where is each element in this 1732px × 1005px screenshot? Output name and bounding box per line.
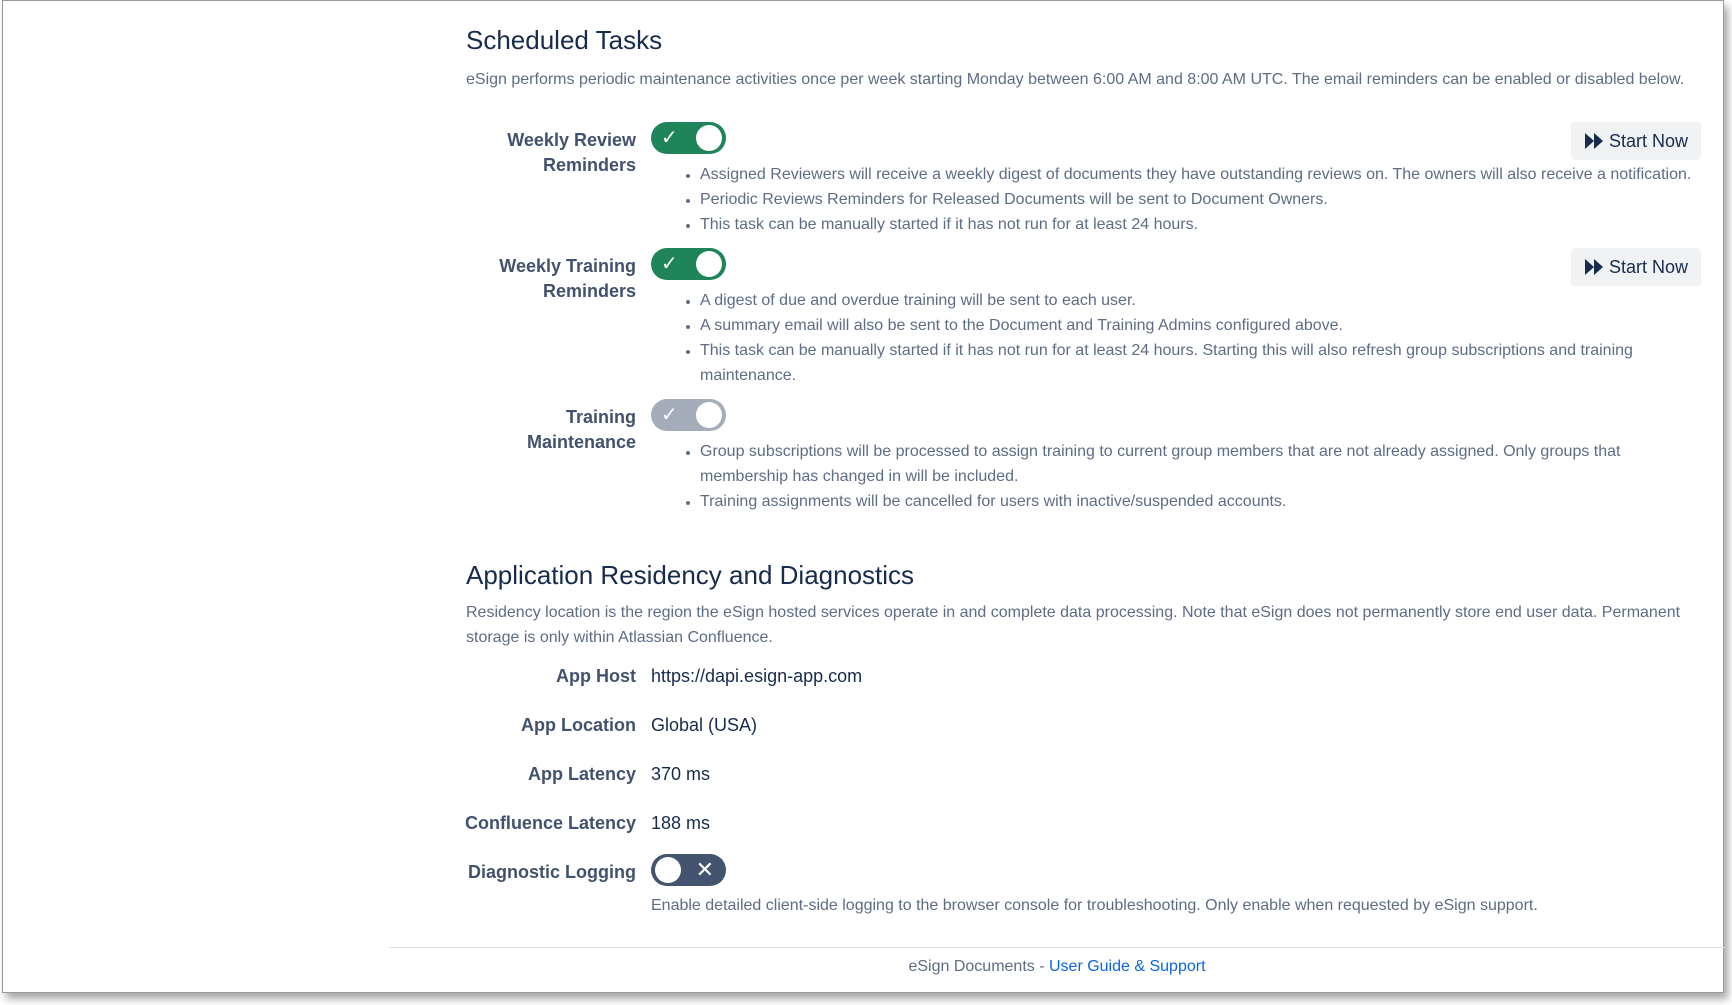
toggle-knob (696, 402, 722, 428)
list-item: • A summary email will also be sent to the Document and Training Admins configured above. (700, 313, 1700, 338)
app-window (2, 0, 1724, 993)
start-now-label: Start Now (1608, 257, 1688, 277)
close-icon: ✕ (695, 857, 714, 882)
list-item: • This task can be manually started if it has not run for at least 24 hours. (700, 212, 1700, 237)
start-now-label: Start Now (1608, 131, 1688, 151)
task-label: Weekly Training Reminders (499, 256, 636, 301)
fast-forward-icon (1585, 259, 1603, 275)
footer-product-name: eSign Documents - (908, 958, 1049, 975)
list-item: • A digest of due and overdue training will be sent to each user. (700, 288, 1700, 313)
check-icon: ✓ (661, 253, 678, 275)
list-item: • This task can be manually started if it has not run for at least 24 hours. Starting this will also refresh group subscriptions and training maintenance. (700, 338, 1700, 388)
confluence-latency-label: Confluence Latency (464, 813, 636, 833)
task-bullets (674, 162, 1700, 237)
diagnostic-logging-label: Diagnostic Logging (468, 862, 636, 882)
user-guide-support-link[interactable]: User Guide & Support (1048, 958, 1206, 975)
confluence-latency-value: 188 ms (651, 813, 711, 833)
app-host-label: App Host (556, 666, 636, 686)
start-now-button[interactable] (1571, 248, 1701, 286)
list-item: • Group subscriptions will be processed to assign training to current group members that are not already assigned. Only groups that membership has changed in will be included. (700, 439, 1700, 489)
scheduled-tasks-description: eSign performs periodic maintenance activities once per week starting Monday between 6:00 AM and 8:00 AM UTC. The email reminders can be enabled or disabled below. (466, 71, 1685, 88)
toggle-knob (655, 857, 681, 883)
residency-description: Residency location is the region the eSign hosted services operate in and complete data processing. Note that eSign does not permanently store end user data. Permanent storage is only within Atlassian Confluence. (466, 604, 1681, 646)
task-bullets (674, 439, 1700, 514)
app-location-label: App Location (521, 715, 636, 735)
check-icon: ✓ (661, 404, 678, 426)
toggle-knob (696, 251, 722, 277)
app-latency-value: 370 ms (651, 764, 711, 784)
list-item: • Training assignments will be cancelled for users with inactive/suspended accounts. (700, 489, 1700, 514)
app-location-value: Global (USA) (651, 715, 758, 735)
start-now-button[interactable] (1571, 122, 1701, 160)
weekly-review-reminders-toggle[interactable] (651, 122, 726, 154)
residency-heading: Application Residency and Diagnostics (466, 560, 915, 590)
app-host-value: https://dapi.esign-app.com (651, 666, 863, 686)
task-bullets (674, 288, 1700, 388)
scheduled-tasks-heading: Scheduled Tasks (466, 25, 663, 55)
task-label: Training Maintenance (526, 407, 636, 452)
fast-forward-icon (1585, 133, 1603, 149)
check-icon: ✓ (661, 127, 678, 149)
toggle-knob (696, 125, 722, 151)
diagnostic-logging-toggle[interactable] (651, 854, 726, 886)
training-maintenance-toggle[interactable] (651, 399, 726, 431)
weekly-training-reminders-toggle[interactable] (651, 248, 726, 280)
task-label: Weekly Review Reminders (507, 130, 636, 175)
diagnostic-logging-note: Enable detailed client-side logging to the browser console for troubleshooting. Only enable when requested by eSign support. (651, 897, 1538, 914)
app-latency-label: App Latency (527, 764, 636, 784)
list-item: • Assigned Reviewers will receive a weekly digest of documents they have outstanding reviews on. The owners will also receive a notification. (700, 162, 1700, 187)
list-item: • Periodic Reviews Reminders for Released Documents will be sent to Document Owners. (700, 187, 1700, 212)
footer (389, 955, 1725, 979)
footer-divider (389, 947, 1725, 948)
